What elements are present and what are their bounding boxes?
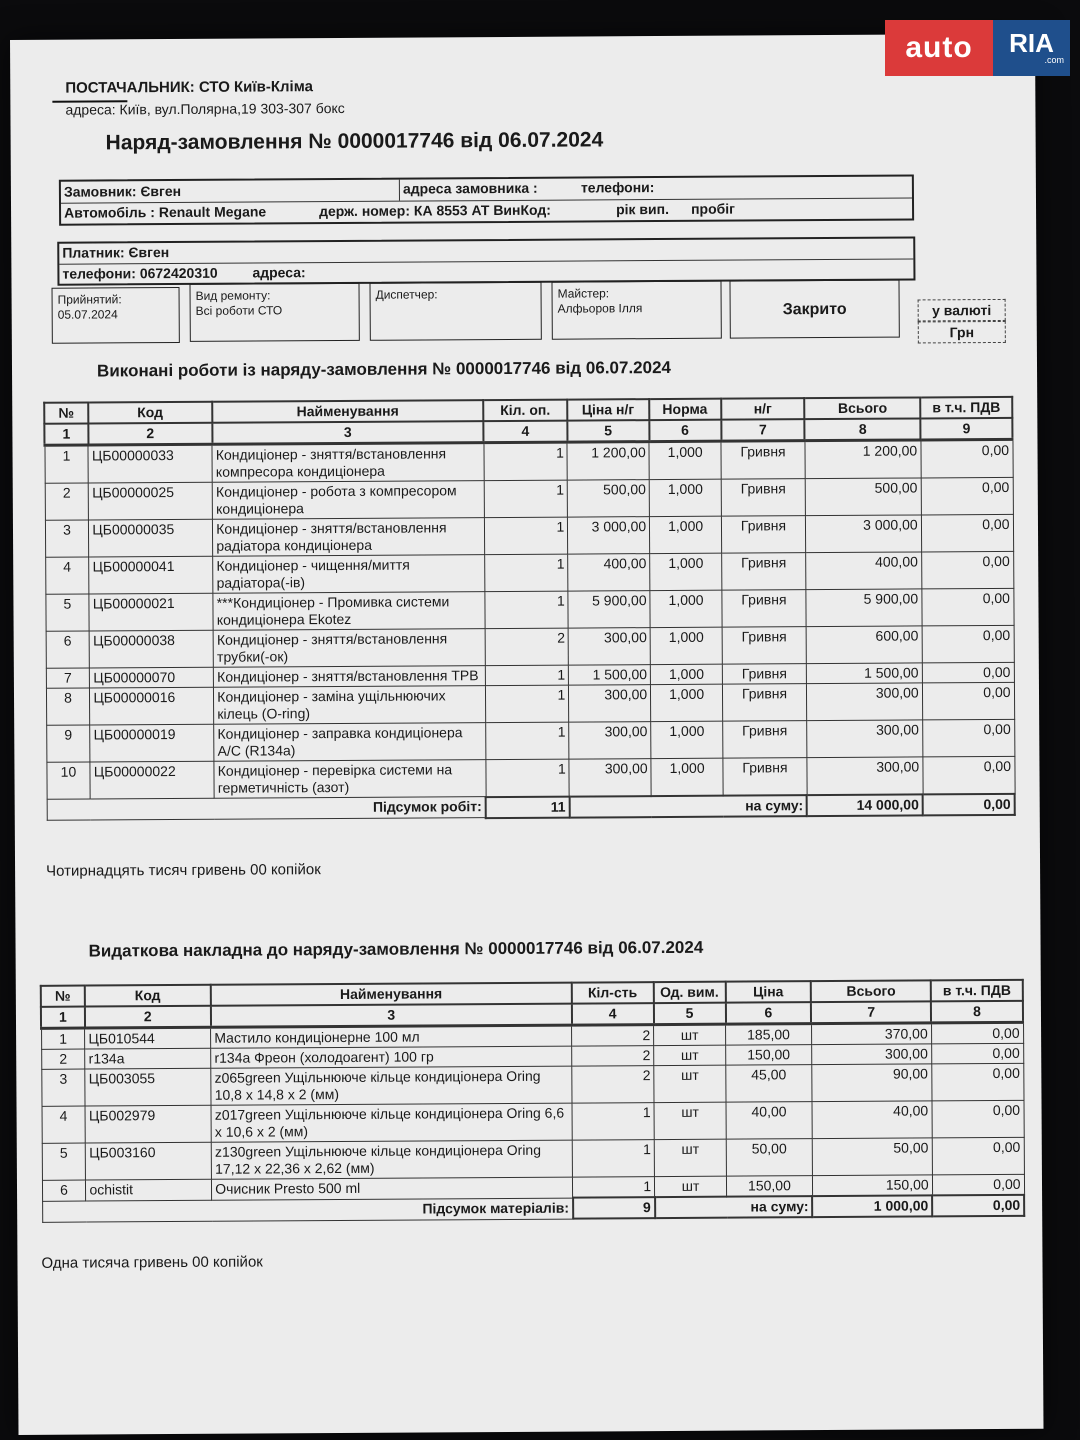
payer-name: Платник: Євген xyxy=(62,244,170,261)
table-cell: 1 xyxy=(485,685,569,723)
table-cell: шт xyxy=(654,1139,726,1176)
table-cell: 0,00 xyxy=(932,1100,1024,1138)
table-row xyxy=(46,719,1014,762)
table-cell: r134a Фреон (холодоагент) 100 гр xyxy=(211,1046,572,1068)
table-cell: 40,00 xyxy=(726,1102,812,1140)
table-cell: z017green Ущільнююче кільце кондиціонера Oring 6,6 x 10,6 x 2 (мм) xyxy=(211,1103,572,1142)
table-cell: 6 xyxy=(42,1180,86,1201)
table-row xyxy=(46,625,1014,668)
table-cell: Гривня xyxy=(722,627,806,665)
table-cell: 10 xyxy=(46,762,90,799)
materials-index-cell-6: 6 xyxy=(725,1002,811,1024)
table-cell: 1 xyxy=(485,759,569,797)
table-cell: ЦБ00000033 xyxy=(88,444,212,483)
table-cell: 0,00 xyxy=(922,588,1014,626)
table-cell: 1,000 xyxy=(650,590,722,627)
table-row xyxy=(42,1137,1024,1180)
materials-table xyxy=(40,979,1025,1223)
car-year-label: рік вип. xyxy=(615,200,669,218)
table-cell: ЦБ00000022 xyxy=(90,761,214,799)
table-cell: Гривня xyxy=(721,441,805,480)
table-cell: 4 xyxy=(42,1106,86,1143)
table-cell: шт xyxy=(654,1102,726,1139)
document-title: Наряд-замовлення № 0000017746 від 06.07.2024 xyxy=(105,128,604,155)
table-cell: 0,00 xyxy=(923,756,1015,794)
table-cell: 185,00 xyxy=(726,1024,812,1046)
materials-index-cell-2: 2 xyxy=(85,1006,211,1028)
table-cell: 1,000 xyxy=(650,516,722,553)
table-cell: 370,00 xyxy=(811,1023,931,1045)
table-cell: 300,00 xyxy=(569,759,651,796)
currency-label: у валюті xyxy=(932,302,992,319)
table-cell: ЦБ00000035 xyxy=(89,519,213,557)
table-row xyxy=(42,1100,1024,1143)
works-header-cell-5: Ціна н/г xyxy=(567,399,649,420)
dispatcher-label: Диспетчер: xyxy=(375,287,438,302)
watermark-auto: auto xyxy=(885,20,993,76)
table-cell: 1,000 xyxy=(649,441,721,479)
table-cell: 1 xyxy=(573,1177,655,1198)
materials-total-in-words: Одна тисяча гривень 00 копійок xyxy=(41,1253,263,1272)
supplier-line xyxy=(65,78,313,97)
table-cell: 600,00 xyxy=(806,626,922,664)
table-cell: 300,00 xyxy=(568,628,650,665)
table-cell: ***Кондиціонер - Промивка системи кондиціонера Ekotez xyxy=(213,592,485,631)
table-cell: Гривня xyxy=(722,553,806,591)
table-cell: 1,000 xyxy=(650,664,722,684)
table-cell: 150,00 xyxy=(812,1175,932,1196)
table-cell: 300,00 xyxy=(806,683,922,721)
table-cell: 5 xyxy=(42,1143,86,1180)
table-cell: ЦБ00000025 xyxy=(89,482,213,520)
table-cell: Кондиціонер - зняття/встановлення трубки(-ок) xyxy=(213,629,485,668)
table-cell: 1 200,00 xyxy=(805,440,921,479)
table-row xyxy=(45,477,1013,520)
works-index-cell-1: 1 xyxy=(44,424,88,446)
materials-index-cell-1: 1 xyxy=(41,1007,85,1029)
table-cell: ochistit xyxy=(86,1179,212,1200)
table-cell: 300,00 xyxy=(569,722,651,759)
table-cell: 3 000,00 xyxy=(805,515,921,553)
table-cell: 2 xyxy=(41,1049,85,1069)
table-cell: 400,00 xyxy=(806,552,922,590)
table-cell: 150,00 xyxy=(726,1176,812,1197)
table-cell: 2 xyxy=(485,628,569,666)
works-total-label: Підсумок робіт: xyxy=(47,797,486,821)
table-cell: 1 xyxy=(44,445,88,483)
table-cell: 3 xyxy=(41,1069,85,1106)
table-cell: Мастило кондиціонерне 100 мл xyxy=(211,1025,572,1048)
materials-index-cell-3: 3 xyxy=(211,1004,572,1028)
works-index-cell-6: 6 xyxy=(649,420,721,442)
table-cell: ЦБ00000021 xyxy=(89,593,213,631)
works-section-title: Виконані роботи із наряду-замовлення № 0000017746 від 06.07.2024 xyxy=(96,357,672,381)
works-header-cell-9: в т.ч. ПДВ xyxy=(920,397,1012,419)
table-cell: 2 xyxy=(45,483,89,520)
table-cell: Кондиціонер - перевірка системи на герметичність (азот) xyxy=(214,760,486,799)
table-row xyxy=(46,682,1014,725)
currency-label-box xyxy=(918,299,1006,322)
table-cell: 0,00 xyxy=(921,477,1013,515)
table-cell: ЦБ003160 xyxy=(86,1142,212,1180)
works-index-cell-8: 8 xyxy=(805,418,921,440)
works-index-cell-9: 9 xyxy=(921,418,1013,440)
table-cell: 0,00 xyxy=(932,1137,1024,1175)
table-cell: ЦБ00000019 xyxy=(90,724,214,762)
table-cell: 50,00 xyxy=(726,1139,812,1177)
materials-index-cell-5: 5 xyxy=(654,1003,726,1025)
status-closed: Закрито xyxy=(782,300,847,318)
table-cell: Гривня xyxy=(722,516,806,554)
table-row xyxy=(41,1063,1023,1106)
table-cell: 0,00 xyxy=(921,551,1013,589)
table-cell: Кондиціонер - зняття/встановлення радіатора кондиціонера xyxy=(213,518,485,557)
table-cell: 1,000 xyxy=(651,684,723,721)
table-cell: 0,00 xyxy=(922,625,1014,663)
table-cell: Кондиціонер - зняття/встановлення компресора кондиціонера xyxy=(212,443,484,483)
table-cell: 300,00 xyxy=(812,1044,932,1065)
table-cell: 0,00 xyxy=(921,439,1013,478)
table-cell: шт xyxy=(654,1024,726,1045)
payer-phones: телефони: 0672420310 xyxy=(62,264,218,282)
table-cell: 0,00 xyxy=(922,719,1014,757)
payer-address-label: адреса: xyxy=(252,264,306,281)
table-cell: 0,00 xyxy=(922,662,1014,683)
materials-header-cell-6: Ціна xyxy=(725,981,811,1003)
works-header-cell-4: Кіл. оп. xyxy=(483,400,567,422)
materials-total-vat: 0,00 xyxy=(932,1195,1024,1217)
table-cell: 1 xyxy=(572,1103,654,1140)
table-row xyxy=(45,551,1013,594)
table-cell: ЦБ00000016 xyxy=(90,687,214,725)
table-cell: Гривня xyxy=(722,664,806,685)
works-total-qty: 11 xyxy=(486,796,570,818)
table-row xyxy=(45,588,1013,631)
repair-type-label: Вид ремонту: xyxy=(195,288,271,303)
table-cell: 300,00 xyxy=(807,720,923,758)
table-cell: 1 xyxy=(485,665,569,686)
table-cell: 1 xyxy=(484,591,568,629)
table-cell: 4 xyxy=(45,557,89,594)
table-cell: 90,00 xyxy=(812,1064,932,1102)
table-cell: Кондиціонер - робота з компресором кондиціонера xyxy=(212,481,484,520)
table-cell: шт xyxy=(654,1065,726,1102)
customer-name: Замовник: Євген xyxy=(63,182,182,200)
materials-header-cell-4: Кіл-сть xyxy=(572,982,654,1003)
works-sum-label: на суму: xyxy=(569,795,807,817)
table-cell: 1 xyxy=(485,722,569,760)
works-header-cell-3: Найменування xyxy=(212,400,483,423)
table-cell: r134a xyxy=(85,1048,211,1069)
customer-box xyxy=(59,174,914,225)
table-cell: 3 xyxy=(45,520,89,557)
table-cell: 1 xyxy=(573,1140,655,1177)
table-cell: Гривня xyxy=(722,590,806,628)
car-plate: держ. номер: КА 8553 АТ ВинКод: xyxy=(319,201,551,220)
materials-sum-label: на суму: xyxy=(655,1196,813,1218)
table-row xyxy=(45,514,1013,557)
table-cell: 300,00 xyxy=(569,685,651,722)
table-cell: Кондиціонер - зняття/встановлення ТРВ xyxy=(214,666,485,688)
materials-total-sum: 1 000,00 xyxy=(812,1195,932,1217)
table-cell: 1 xyxy=(484,554,568,592)
table-cell: 1,000 xyxy=(651,721,723,758)
watermark-com: .com xyxy=(1044,55,1064,65)
works-index-cell-5: 5 xyxy=(567,420,649,442)
table-row xyxy=(46,756,1014,799)
currency-value-box xyxy=(918,321,1006,344)
supplier-address: адреса: Київ, вул.Полярна,19 303-307 бокс xyxy=(65,99,345,118)
table-cell: 2 xyxy=(572,1025,654,1046)
works-header-cell-7: н/г xyxy=(721,398,805,420)
materials-index-cell-4: 4 xyxy=(572,1003,654,1025)
supplier-name: СТО Київ-Кліма xyxy=(198,78,313,96)
accepted-label: Прийнятий: xyxy=(57,292,122,307)
supplier-label: ПОСТАЧАЛЬНИК: xyxy=(65,78,195,97)
table-cell: 0,00 xyxy=(932,1174,1024,1195)
table-cell: 0,00 xyxy=(921,514,1013,552)
table-cell: ЦБ00000041 xyxy=(89,556,213,594)
table-cell: 2 xyxy=(572,1046,654,1066)
dispatcher-box xyxy=(369,282,541,341)
table-cell: ЦБ002979 xyxy=(85,1105,211,1143)
materials-header-cell-1: № xyxy=(41,986,85,1007)
table-cell: Гривня xyxy=(723,721,807,759)
table-cell: Кондиціонер - заміна ущільнюючих кілець (O-ring) xyxy=(214,686,486,725)
table-cell: Гривня xyxy=(723,758,807,796)
table-cell: 9 xyxy=(46,725,90,762)
works-total-row xyxy=(47,793,1015,820)
car-model: Автомобіль : Renault Megane xyxy=(64,203,267,221)
table-cell: 5 900,00 xyxy=(568,591,650,628)
table-cell: 400,00 xyxy=(568,554,650,591)
table-cell: 1,000 xyxy=(649,479,721,516)
works-table xyxy=(43,396,1016,821)
table-cell: 0,00 xyxy=(931,1022,1023,1044)
payer-box xyxy=(57,236,915,285)
works-index-cell-3: 3 xyxy=(212,421,483,444)
table-cell: 1 xyxy=(484,442,568,481)
table-cell: шт xyxy=(654,1045,726,1065)
materials-header-cell-5: Од. вим. xyxy=(653,982,725,1003)
table-cell: 150,00 xyxy=(726,1045,812,1066)
table-cell: 1 xyxy=(484,480,568,518)
table-cell: 2 xyxy=(572,1066,654,1103)
master-label: Майстер: xyxy=(557,286,610,301)
autoria-watermark-logo xyxy=(885,20,1070,76)
table-cell: z130green Ущільнююче кільце кондиціонера Oring 17,12 x 22,36 x 2,62 (мм) xyxy=(211,1140,572,1179)
watermark-ria: RIA xyxy=(1009,28,1054,58)
status-box xyxy=(729,280,899,339)
table-cell: 1,000 xyxy=(650,553,722,590)
table-cell: Гривня xyxy=(723,684,807,722)
materials-header-cell-3: Найменування xyxy=(210,983,571,1006)
customer-address-label: адреса замовника : xyxy=(402,179,538,197)
table-cell: 500,00 xyxy=(805,478,921,516)
table-cell: 6 xyxy=(46,631,90,668)
table-cell: 0,00 xyxy=(931,1063,1023,1101)
table-cell: 40,00 xyxy=(812,1101,932,1139)
repair-type-value: Всі роботи СТО xyxy=(195,303,283,318)
works-header-cell-6: Норма xyxy=(649,399,721,420)
materials-index-cell-7: 7 xyxy=(811,1001,931,1023)
table-cell: ЦБ003055 xyxy=(85,1068,211,1106)
table-row xyxy=(44,439,1012,483)
materials-header-cell-7: Всього xyxy=(811,980,931,1002)
table-cell: 300,00 xyxy=(807,757,923,795)
master-box xyxy=(551,281,721,340)
table-cell: 500,00 xyxy=(568,480,650,517)
table-cell: 1 xyxy=(41,1028,85,1049)
table-cell: 5 900,00 xyxy=(806,589,922,627)
table-cell: 1,000 xyxy=(650,627,722,664)
table-cell: 3 000,00 xyxy=(568,517,650,554)
materials-index-cell-8: 8 xyxy=(931,1001,1023,1023)
table-cell: ЦБ00000070 xyxy=(90,667,214,688)
works-total-vat: 0,00 xyxy=(923,793,1015,815)
materials-header-cell-8: в т.ч. ПДВ xyxy=(931,980,1023,1002)
materials-header-cell-2: Код xyxy=(85,985,211,1007)
accepted-box xyxy=(52,287,180,344)
document-page xyxy=(10,34,1044,1435)
works-header-cell-2: Код xyxy=(88,402,212,424)
table-cell: 5 xyxy=(45,594,89,631)
table-cell: 50,00 xyxy=(812,1138,932,1176)
table-cell: Очисник Presto 500 ml xyxy=(212,1177,573,1200)
table-cell: 7 xyxy=(46,668,90,688)
currency-value: Грн xyxy=(949,324,975,341)
table-cell: 1 200,00 xyxy=(567,442,649,480)
table-cell: Кондиціонер - заправка кондиціонера A/C (R134a) xyxy=(214,723,486,762)
accepted-date: 05.07.2024 xyxy=(57,307,118,322)
watermark-ria-block xyxy=(993,20,1070,76)
works-header-cell-1: № xyxy=(44,403,88,424)
table-cell: Гривня xyxy=(721,479,805,517)
table-cell: 1 500,00 xyxy=(806,663,922,684)
table-cell: 8 xyxy=(46,688,90,725)
works-total-sum: 14 000,00 xyxy=(807,794,923,816)
table-cell: 0,00 xyxy=(922,682,1014,720)
materials-total-label: Підсумок матеріалів: xyxy=(42,1198,573,1222)
materials-section-title: Видаткова накладна до наряду-замовлення № 0000017746 від 06.07.2024 xyxy=(88,937,704,961)
repair-type-box xyxy=(189,283,359,342)
table-cell: 45,00 xyxy=(726,1065,812,1103)
car-mileage-label: пробіг xyxy=(690,200,736,217)
table-cell: 0,00 xyxy=(931,1043,1023,1064)
table-cell: 1 xyxy=(484,517,568,555)
table-cell: 1 500,00 xyxy=(569,665,651,685)
table-cell: ЦБ010544 xyxy=(85,1027,211,1049)
table-cell: ЦБ00000038 xyxy=(90,630,214,668)
works-index-cell-4: 4 xyxy=(483,421,567,443)
table-cell: z065green Ущільнююче кільце кондиціонера Oring 10,8 x 14,8 x 2 (мм) xyxy=(211,1066,572,1105)
table-cell: 1,000 xyxy=(651,758,723,795)
works-index-cell-2: 2 xyxy=(88,423,212,445)
works-index-cell-7: 7 xyxy=(721,419,805,441)
customer-phones-label: телефони: xyxy=(580,179,655,196)
works-total-in-words: Чотирнадцять тисяч гривень 00 копійок xyxy=(46,861,321,880)
table-cell: шт xyxy=(655,1176,727,1197)
works-header-cell-8: Всього xyxy=(805,397,921,419)
master-name: Алфьоров Ілля xyxy=(557,301,643,316)
table-cell: Кондиціонер - чищення/миття радіатора(-ів) xyxy=(213,555,485,594)
materials-total-qty: 9 xyxy=(573,1197,655,1218)
